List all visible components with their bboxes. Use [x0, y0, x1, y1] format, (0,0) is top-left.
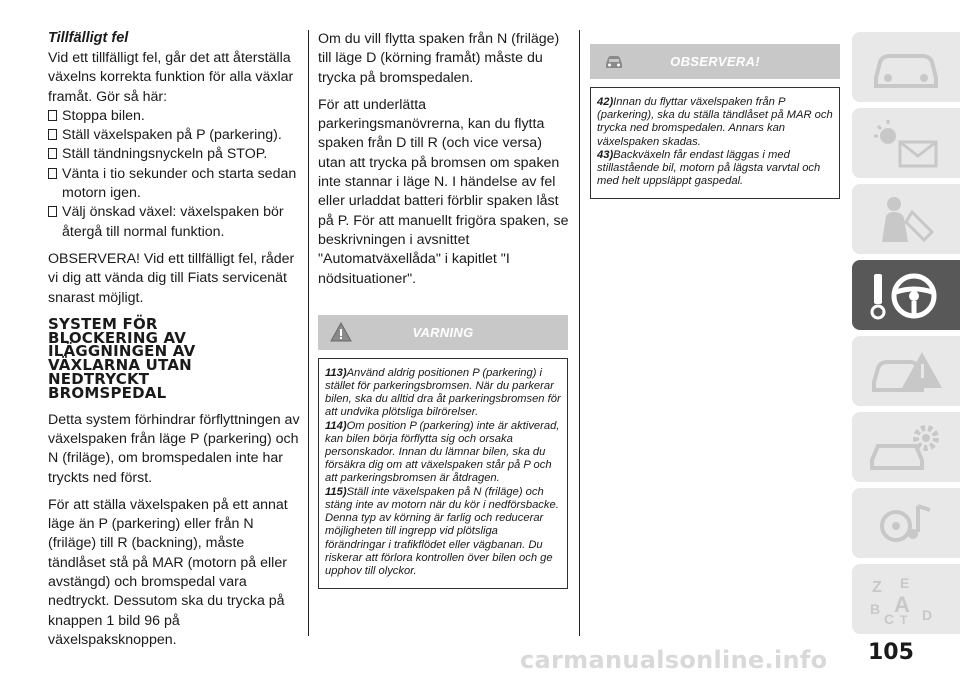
column-divider: [308, 30, 309, 636]
checkbox-bullet-icon: [48, 148, 57, 159]
observe-content: [590, 87, 840, 199]
observe-item: 42)Innan du flyttar växelspaken från P (parkering), ska du ställa tändlåset på MAR och trycka ned bromspedalen. Annars kan växelspaken skadas.: [597, 96, 833, 148]
service-gears-icon: [866, 420, 946, 474]
observe-title: OBSERVERA!: [670, 54, 760, 69]
dashboard-lights-icon: [866, 116, 946, 170]
safety-airbag-icon: [866, 192, 946, 246]
tab-dashboard[interactable]: [852, 108, 960, 178]
section-title: SYSTEM FÖR BLOCKERING AV ILÄGGNINGEN AV VÄXLARNA UTAN NEDTRYCKT BROMSPEDAL: [48, 314, 196, 402]
list-item: Välj önskad växel: växelspaken bör återgå till normal funktion.: [48, 203, 300, 242]
list-item: Stoppa bilen.: [48, 107, 300, 126]
column-divider: [579, 30, 580, 636]
svg-text:E: E: [900, 575, 910, 591]
tab-car-knowledge[interactable]: [852, 32, 960, 102]
svg-text:A: A: [894, 592, 910, 617]
tab-multimedia[interactable]: [852, 488, 960, 558]
tab-emergency[interactable]: [852, 336, 960, 406]
warning-header: [318, 315, 568, 350]
warning-triangle-car-icon: [866, 344, 946, 398]
observe-item: 43)Backväxeln får endast läggas i med stillastående bil, motorn på lägsta varvtal och med helt uppsläppt gaspedal.: [597, 148, 821, 188]
tab-starting-driving[interactable]: [852, 260, 960, 330]
page-number: 105: [868, 640, 914, 665]
watermark: carmanualsonline.info: [520, 646, 828, 674]
car-warning-icon: [602, 51, 626, 76]
warning-item: 114)Om position P (parkering) inte är aktiverad, kan bilen börja förflytta sig och orsaka personskador. Innan du lämnar bilen, ska du försäkra dig om att växelspaken står på P och att parkeringsbromsen är åtdragen.: [325, 419, 560, 485]
svg-text:B: B: [870, 601, 881, 617]
intro-paragraph: Vid ett tillfälligt fel, går det att återställa växelns korrekta funktion för alla växlar framåt. Gör så här:: [48, 50, 294, 105]
index-letters-icon: [866, 572, 946, 626]
system-paragraph-2: För att ställa växelspaken på ett annat läge än P (parkering) eller från N (friläge) till R (backning), måste tändlåset stå på MAR (motorn på eller avstängd) och bromspedal vara nedtryckt. Dessutom ska du trycka på knappen 1 bild 96 på växelspaksknoppen.: [48, 496, 288, 648]
middle-column: [318, 30, 570, 589]
subheading-temporary-fault: Tillfälligt fel: [48, 30, 129, 46]
warning-item: 115)Ställ inte växelspaken på N (friläge) och stäng inte av motorn när du kör i nedförsbacke. Denna typ av körning är farlig och reducerar möjligheten till ingrepp vid plötsliga förändringar i trafikflödet eller vägbanan. Du riskerar att förlora kontrollen över bilen och ge upphov till olyckor.: [325, 485, 559, 577]
warning-content: [318, 358, 568, 589]
list-item: Ställ tändningsnyckeln på STOP.: [48, 145, 300, 164]
warning-triangle-icon: [330, 322, 352, 347]
chapter-sidebar: [852, 32, 960, 640]
paragraph-n-to-d: Om du vill flytta spaken från N (friläge) till läge D (körning framåt) måste du trycka på bromspedalen.: [318, 31, 560, 86]
svg-text:D: D: [922, 607, 933, 623]
tab-index[interactable]: [852, 564, 960, 634]
multimedia-icon: [866, 496, 946, 550]
key-steering-wheel-icon: [866, 268, 946, 322]
svg-text:C: C: [884, 611, 895, 626]
steps-list: [48, 107, 300, 242]
checkbox-bullet-icon: [48, 110, 57, 121]
svg-text:T: T: [900, 613, 908, 626]
checkbox-bullet-icon: [48, 206, 57, 217]
left-column: [48, 30, 300, 658]
observe-header: [590, 44, 840, 79]
right-column: [590, 44, 840, 199]
warning-box: [318, 315, 568, 589]
observe-box: [590, 44, 840, 199]
checkbox-bullet-icon: [48, 168, 57, 179]
car-icon: [866, 40, 946, 94]
observe-note: OBSERVERA! Vid ett tillfälligt fel, råder vi dig att vända dig till Fiats servicenät snarast möjligt.: [48, 250, 295, 306]
svg-text:Z: Z: [872, 579, 882, 596]
list-item: Vänta i tio sekunder och starta sedan motorn igen.: [48, 165, 300, 204]
warning-item: 113)Använd aldrig positionen P (parkering) i stället för parkeringsbromsen. När du parkerar bilen, ska du alltid dra åt parkeringsbromsen för att undvika plötsliga bilrörelser.: [325, 366, 561, 419]
tab-servicing[interactable]: [852, 412, 960, 482]
checkbox-bullet-icon: [48, 129, 57, 140]
system-paragraph-1: Detta system förhindrar förflyttningen av växelspaken från läge P (parkering) och N (friläge), om bromspedalen inte har tryckts ned först.: [48, 411, 300, 486]
tab-safety[interactable]: [852, 184, 960, 254]
paragraph-parking-maneuvers: För att underlätta parkeringsmanövrerna, kan du flytta spaken från D till R (och vice versa) utan att trycka på bromsen om spaken inte stannar i läge N. I händelse av fel eller urladdat batteri förblir spaken låst på P. För att manuellt frigöra spaken, se beskrivningen i avsnittet "Automatväxellåda" i kapitlet "I nödsituationer".: [318, 96, 569, 287]
warning-title: VARNING: [412, 324, 474, 340]
list-item: Ställ växelspaken på P (parkering).: [48, 126, 300, 145]
